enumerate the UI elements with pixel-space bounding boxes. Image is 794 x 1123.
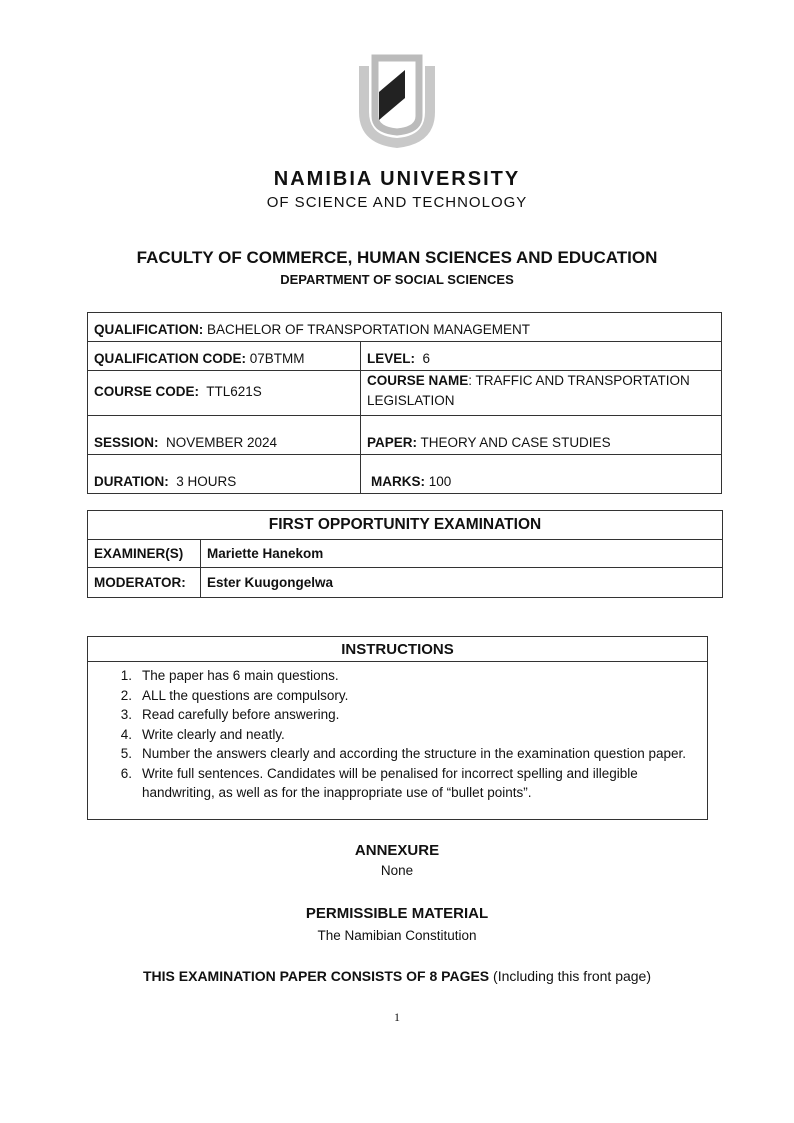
annexure-value: None (380, 863, 414, 878)
qualification-cell (88, 313, 722, 342)
moderator-label: MODERATOR: (88, 568, 201, 598)
examiner-label: EXAMINER(S) (88, 540, 201, 568)
item-text: Number the answers clearly and according the structure in the examination question paper. (142, 746, 687, 761)
university-name: NAMIBIA UNIVERSITY (273, 168, 521, 190)
page-number: 1 (394, 1010, 400, 1024)
exam-details-table (87, 312, 722, 494)
exam-title: FIRST OPPORTUNITY EXAMINATION (88, 511, 723, 540)
paper-cell (361, 416, 722, 455)
course-name-cell (361, 371, 722, 416)
duration-value: 3 HOURS (168, 474, 237, 489)
qualification-label: QUALIFICATION: (94, 322, 204, 337)
item-text: Read carefully before answering. (142, 707, 340, 722)
instruction-item (88, 764, 707, 803)
course-name-value: : TRAFFIC AND TRANSPORTATION LEGISLATION (367, 373, 690, 408)
paper-label: PAPER: (367, 435, 418, 450)
material-heading: PERMISSIBLE MATERIAL (305, 905, 489, 922)
instructions-box (87, 636, 708, 820)
university-subtitle: OF SCIENCE AND TECHNOLOGY (266, 194, 528, 211)
qualification-code-label: QUALIFICATION CODE: (94, 351, 246, 366)
moderator-value: Ester Kuugongelwa (201, 568, 723, 598)
marks-value: 100 (425, 474, 452, 489)
examiner-value: Mariette Hanekom (201, 540, 723, 568)
item-text: The paper has 6 main questions. (142, 668, 339, 683)
qualification-code-value: 07BTMM (246, 351, 305, 366)
instructions-title: INSTRUCTIONS (88, 637, 707, 662)
qualification-code-cell (88, 342, 361, 371)
page-count-note (0, 968, 794, 984)
course-name-label: COURSE NAME (367, 373, 469, 388)
level-cell (361, 342, 722, 371)
page-count-bold: THIS EXAMINATION PAPER CONSISTS OF 8 PAGES (142, 968, 490, 984)
instruction-item (88, 725, 707, 745)
session-label: SESSION: (94, 435, 159, 450)
course-code-label: COURSE CODE: (94, 383, 200, 399)
duration-cell (88, 455, 361, 494)
duration-label: DURATION: (94, 474, 169, 489)
marks-cell (361, 455, 722, 494)
session-value: NOVEMBER 2024 (158, 435, 278, 450)
level-label: LEVEL: (367, 351, 416, 366)
material-value: The Namibian Constitution (317, 928, 477, 943)
item-number: 1. (120, 668, 132, 683)
instruction-item (88, 666, 707, 686)
department-heading: DEPARTMENT OF SOCIAL SCIENCES (280, 272, 514, 287)
paper-value: THEORY AND CASE STUDIES (417, 435, 611, 450)
session-cell (88, 416, 361, 455)
instruction-item (88, 686, 707, 706)
faculty-heading: FACULTY OF COMMERCE, HUMAN SCIENCES AND EDUCATION (136, 248, 658, 267)
page-count-suffix: (Including this front page) (489, 968, 652, 984)
university-logo (347, 52, 447, 152)
course-code-cell (88, 371, 361, 416)
item-number: 4. (120, 726, 132, 742)
marks-label: MARKS: (371, 474, 425, 489)
item-text: ALL the questions are compulsory. (142, 687, 349, 703)
item-number: 2. (120, 687, 132, 703)
item-number: 5. (120, 746, 132, 761)
instruction-item (88, 705, 707, 725)
course-code-value: TTL621S (199, 383, 262, 399)
item-text: Write clearly and neatly. (142, 726, 285, 742)
instructions-list (88, 666, 707, 803)
item-number: 6. (120, 765, 132, 781)
item-number: 3. (120, 707, 132, 722)
item-text: Write full sentences. Candidates will be penalised for incorrect spelling and illegible handwriting, as well as for the inappropriate use of “bullet points”. (142, 765, 638, 800)
qualification-value: BACHELOR OF TRANSPORTATION MANAGEMENT (203, 322, 531, 337)
instruction-item (88, 744, 707, 764)
annexure-heading: ANNEXURE (354, 842, 440, 859)
examiners-table (87, 510, 723, 598)
level-value: 6 (415, 351, 431, 366)
